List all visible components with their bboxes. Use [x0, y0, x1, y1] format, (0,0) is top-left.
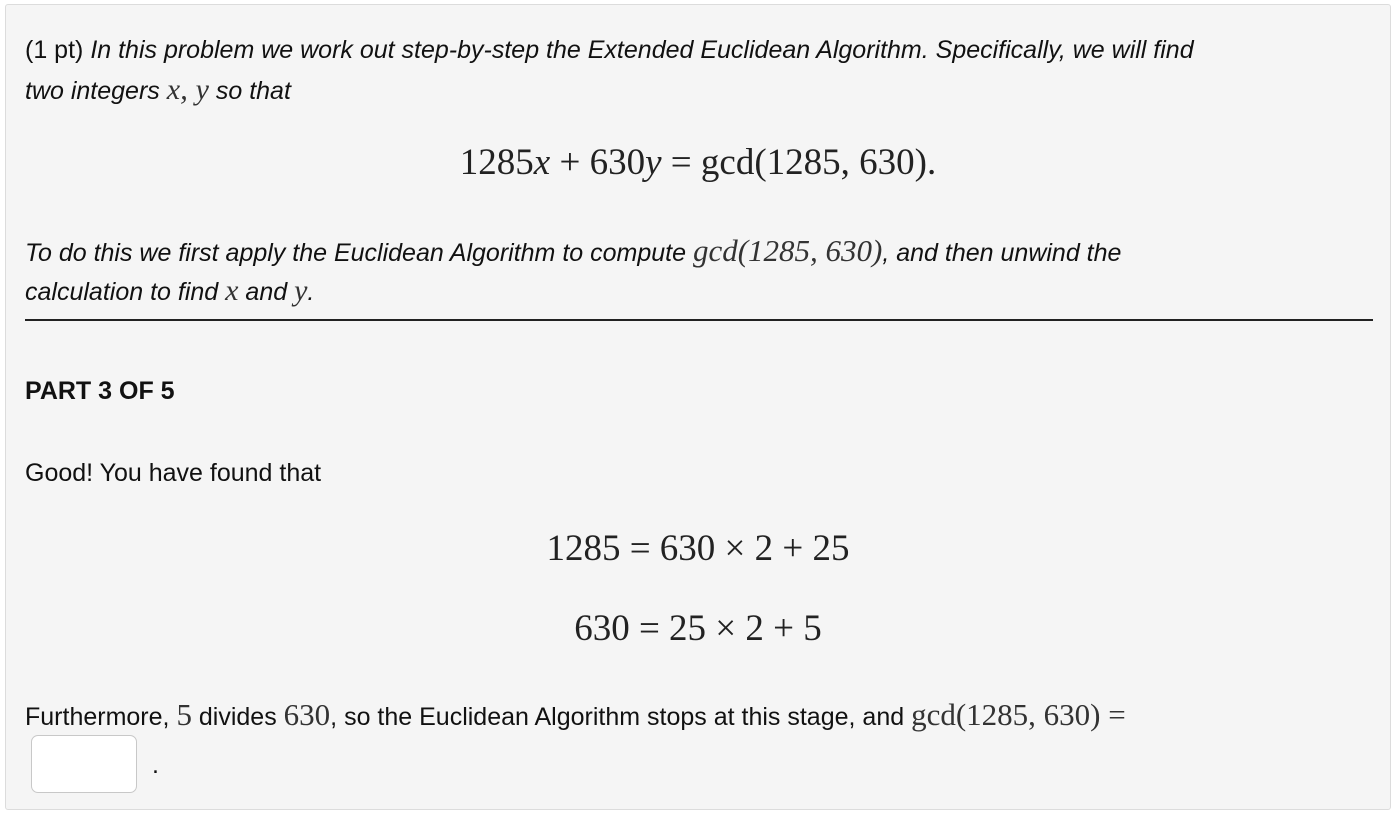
intro-line-2	[25, 69, 291, 111]
method-line-1	[25, 231, 1121, 273]
method-prefix: To do this we first apply the Euclidean Algorithm to compute	[25, 239, 686, 267]
eq-var-x: x	[533, 142, 551, 183]
coef-y: 630	[589, 142, 646, 183]
intro-suffix: so that	[215, 77, 291, 105]
step-equation-1: 1285 = 630 × 2 + 25	[546, 528, 850, 569]
method-and: and	[245, 278, 288, 306]
answer-period: .	[152, 751, 159, 779]
method-end: .	[307, 278, 315, 306]
conclusion-divisor: 5	[176, 697, 192, 732]
gcd-answer-input[interactable]	[31, 735, 137, 793]
method-var-y: y	[294, 274, 308, 307]
main-equation	[6, 141, 1390, 184]
conclusion-prefix: Furthermore,	[25, 703, 170, 731]
points-label: (1 pt)	[25, 36, 84, 64]
problem-box	[5, 4, 1391, 810]
intro-line-1	[25, 30, 1194, 70]
eq-rhs: = gcd(1285, 630).	[661, 142, 937, 183]
method-gcd: gcd(1285, 630)	[692, 233, 883, 268]
eq-var-y: y	[645, 142, 662, 183]
intro-prefix: two integers	[25, 77, 160, 105]
conclusion-dividend: 630	[283, 697, 331, 732]
divider	[25, 319, 1373, 321]
method-suffix: , and then unwind the	[882, 239, 1122, 267]
part-heading: PART 3 OF 5	[25, 377, 175, 405]
method-line-2	[25, 271, 314, 312]
conclusion-divides: divides	[198, 703, 277, 731]
method-prefix-2: calculation to find	[25, 278, 219, 306]
var-x: x	[166, 73, 181, 106]
var-y: y	[195, 73, 209, 106]
step-equation-2: 630 = 25 × 2 + 5	[574, 608, 822, 649]
intro-text: In this problem we work out step-by-step the Extended Euclidean Algorithm. Specifically, we will find	[90, 36, 1194, 64]
conclusion-middle: , so the Euclidean Algorithm stops at this stage, and	[330, 703, 905, 731]
eq-plus: +	[550, 142, 590, 183]
conclusion-gcd: gcd(1285, 630) =	[911, 697, 1126, 732]
method-var-x: x	[225, 274, 239, 307]
found-text: Good! You have found that	[25, 459, 322, 487]
coef-x: 1285	[459, 142, 534, 183]
conclusion-line	[25, 695, 1126, 737]
comma: ,	[180, 71, 196, 106]
